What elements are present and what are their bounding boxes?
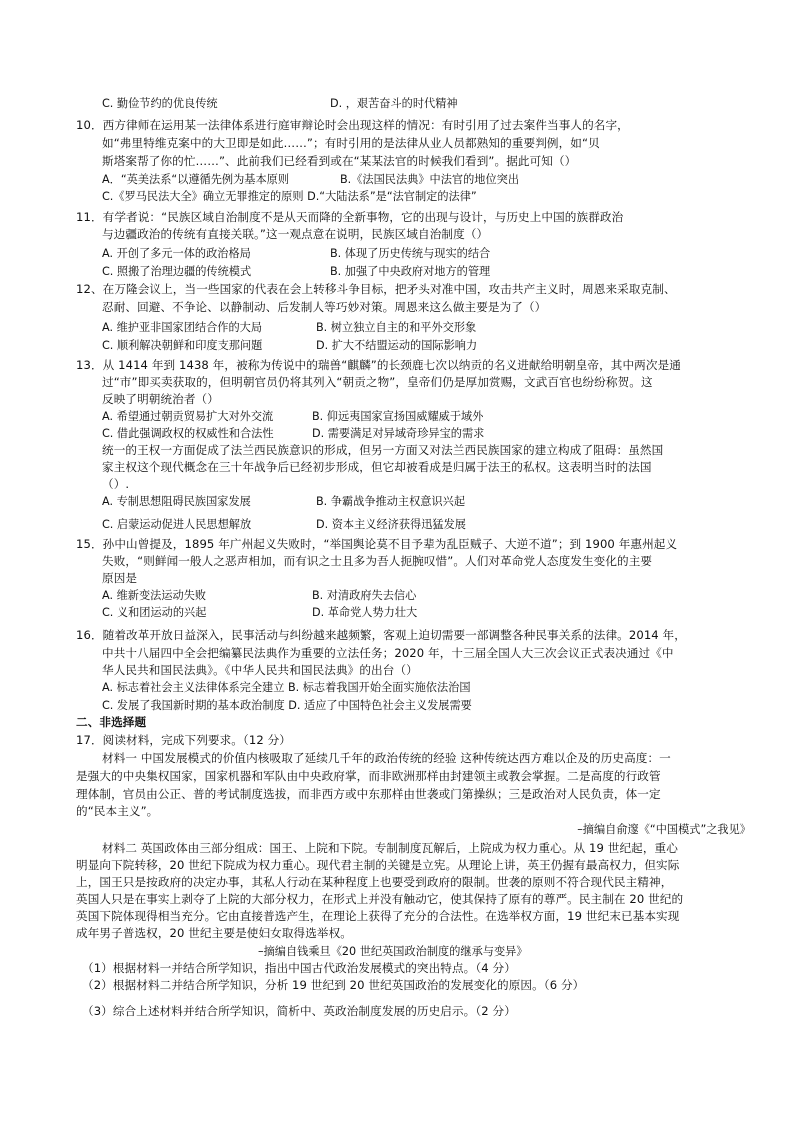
q13-stem-line2: 过“市”即买卖获取的，但明朝官员仍将其列入“朝贡之物”，皇帝们仍是厚加赏赐，文武百官也纷纷称贺。这 (102, 375, 653, 389)
q14-option-d: D. 资本主义经济获得迅猛发展 (316, 518, 466, 531)
q17-material1-line2: 是强大的中央集权国家，国家机器和军队由中央政府掌，而非欧洲那样由封建领主或教会掌握。二是高度的行政管 (76, 769, 661, 783)
q14-stem-line3: （）. (102, 477, 130, 491)
q15-stem-line1: 15．孙中山曾提及，1895 年广州起义失败时，“举国舆论莫不目予辈为乱臣贼子、大逆不道”；到 1900 年惠州起义 (76, 537, 678, 551)
q12-option-a: A. 维护亚非国家团结合作的大局 (102, 321, 263, 334)
q16-stem-line3: 华人民共和国民法典》。《中华人民共和国民法典》的出台（） (102, 663, 418, 677)
q14-stem-line1: 统一的王权一方面促成了法兰西民族意识的形成，但另一方面又对法兰西民族国家的建立构成了阻碍：虽然国 (102, 443, 664, 457)
q17-source2: –摘编自钱乘旦《20 世纪英国政治制度的继承与变异》 (258, 945, 528, 958)
q17-question3: （3）综合上述材料并结合所学知识，简析中、英政治制度发展的历史启示。（2 分） (82, 1004, 516, 1018)
q15-option-a: A. 维新变法运动失败 (102, 589, 207, 602)
q12-stem-line1: 12、在万隆会议上，当一些国家的代表在会上转移斗争目标，把矛头对准中国，攻击共产主义时，周恩来采取克制、 (76, 282, 676, 296)
q17-source1: –摘编自俞邃《“中国模式”之我见》 (577, 823, 751, 836)
q17-material1-line3: 理体制，官员由公正、普的考试制度选拔，而非西方或中东那样由世袭或门第操纵；三是政治对人民负责，体一定 (76, 787, 661, 801)
q10-option-b: B.《法国民法典》中法官的地位突出 (340, 173, 520, 186)
q17-material2-line5: 英国下院体现得相当充分。它由直接普选产生，在理论上获得了充分的合法性。在选举权方面，19 世纪末已基本实现 (76, 909, 680, 923)
q17-material1-line4: 的“民本主义”。 (76, 804, 159, 818)
q14-stem-line2: 家主权这个现代概念在三十年战争后已经初步形成，但它却被看成是归属于法王的私权。这表明当时的法国 (102, 460, 652, 474)
q15-stem-line3: 原因是 (102, 571, 138, 585)
q17-heading: 17．阅读材料，完成下列要求。（12 分） (76, 733, 291, 747)
q17-material2-line2: 明显向下院转移，20 世纪下院成为权力重心。现代君主制的关键是立宪。从理论上讲，英王仍握有最高权力，但实际 (76, 858, 680, 872)
q15-option-d: D. 革命党人势力壮大 (312, 606, 418, 619)
q17-material2-line3: 上，国王只是按政府的决定办事，其私人行动在某种程度上也要受到政府的限制。世袭的原则不符合现代民主精神， (76, 875, 673, 889)
q9-option-c: C. 勤俭节约的优良传统 (102, 97, 218, 110)
q12-stem-line2: 忍耐、回避、不争论、以静制动、后发制人等巧妙对策。周恩来这么做主要是为了（） (102, 300, 547, 314)
q11-option-c: C. 照搬了治理边疆的传统模式 (102, 265, 252, 278)
q13-stem-line3: 反映了明朝统治者（） (102, 392, 219, 406)
q10-option-a: A．“英美法系“以遵循先例为基本原则 (102, 173, 290, 186)
q10-stem-line1: 10．西方律师在运用某一法律体系进行庭审辩论时会出现这样的情况：有时引用了过去案件当事人的名字， (76, 118, 629, 132)
q15-option-c: C. 义和团运动的兴起 (102, 606, 207, 619)
q11-option-a: A. 开创了多元一体的政治格局 (102, 247, 251, 260)
q15-option-b: B. 对清政府失去信心 (312, 589, 417, 602)
q12-option-c: C. 顺利解决朝鲜和印度支那问题 (102, 339, 263, 352)
q17-question2: （2）根据材料二并结合所学知识，分析 19 世纪到 20 世纪英国政治的发展变化的原因。（6 分） (82, 978, 585, 992)
q12-option-d: D. 扩大不结盟运动的国际影响力 (316, 339, 478, 352)
q13-option-a: A. 希望通过朝贡贸易扩大对外交流 (102, 410, 274, 423)
q16-stem-line2: 中共十八届四中全会把编纂民法典作为重要的立法任务；2020 年，十三届全国人大三次会议正式表决通过《中 (102, 646, 674, 660)
q14-option-c: C. 启蒙运动促进人民思想解放 (102, 518, 252, 531)
q17-material2-line6: 成年男子普选权，20 世纪主要是使妇女取得选举权。 (76, 926, 353, 940)
q16-option-ab: A. 标志着社会主义法律体系完全建立 B. 标志着我国开始全面实施依法治国 (102, 681, 471, 694)
q17-material2-line4: 英国人只是在事实上剥夺了上院的大部分权力，在形式上并没有触动它，使其保持了原有的尊严。民主制在 20 世纪的 (76, 892, 684, 906)
q17-question1: （1）根据材料一并结合所学知识，指出中国古代政治发展模式的突出特点。（4 分） (82, 961, 516, 975)
q11-stem-line1: 11．有学者说：“民族区域自治制度不是从天而降的全新事物，它的出现与设计，与历史上中国的族群政治 (76, 210, 624, 224)
q14-option-a: A. 专制思想阻碍民族国家发展 (102, 495, 251, 508)
q13-stem-line1: 13．从 1414 年到 1438 年，被称为传说中的瑞兽“麒麟”的长颈鹿七次以纳贡的名义进献给明朝皇帝，其中两次是通 (76, 358, 681, 372)
q13-option-b: B. 仰远夷国家宣扬国威耀威于域外 (312, 410, 484, 423)
q16-option-cd: C. 发展了我国新时期的基本政治制度 D. 适应了中国特色社会主义发展需要 (102, 699, 472, 712)
q17-material2-line1: 材料二 英国政体由三部分组成：国王、上院和下院。专制制度瓦解后，上院成为权力重心。从 19 世纪起，重心 (102, 841, 678, 855)
q12-option-b: B. 树立独立自主的和平外交形象 (316, 321, 477, 334)
q13-option-d: D. 需要满足对异域奇珍异宝的需求 (312, 427, 485, 440)
q15-stem-line2: 失败，“则鲜闻一般人之恶声相加，而有识之士且多为吾人扼腕叹惜”。人们对革命党人态度发生变化的主要 (102, 554, 653, 568)
q11-option-d: B. 加强了中央政府对地方的管理 (330, 265, 491, 278)
q11-stem-line2: 与边疆政治的传统有直接关联。”这一观点意在说明，民族区域自治制度（） (102, 227, 489, 241)
section-heading-non-choice: 二、非选择题 (76, 715, 147, 729)
q13-option-c: C. 借此强调政权的权威性和合法性 (102, 427, 274, 440)
q10-option-cd: C.《罗马民法大全》确立无罪推定的原则 D.“大陆法系”是“法官制定的法律” (102, 190, 477, 203)
q10-stem-line3: 斯塔案帮了你的忙……”、此前我们已经看到或在“某某法官的时候我们看到”。据此可知（） (102, 154, 577, 168)
q9-option-d: D. ，艰苦奋斗的时代精神 (330, 97, 458, 110)
q16-stem-line1: 16．随着改革开放日益深入，民事活动与纠纷越来越频繁，客观上迫切需要一部调整各种民事关系的法律。2014 年， (76, 628, 686, 642)
q11-option-b: B. 体现了历史传统与现实的结合 (330, 247, 491, 260)
q10-stem-line2: 如“弗里特维克案中的大卫即是如此……”；有时引用的是法律从业人员都熟知的重要判例，如“贝 (102, 136, 600, 150)
q14-option-b: B. 争霸战争推动主权意识兴起 (316, 495, 466, 508)
q17-material1-line1: 材料一 中国发展模式的价值内核吸取了延续几千年的政治传统的经验 这种传统达西方难以企及的历史高度：一 (102, 751, 671, 765)
